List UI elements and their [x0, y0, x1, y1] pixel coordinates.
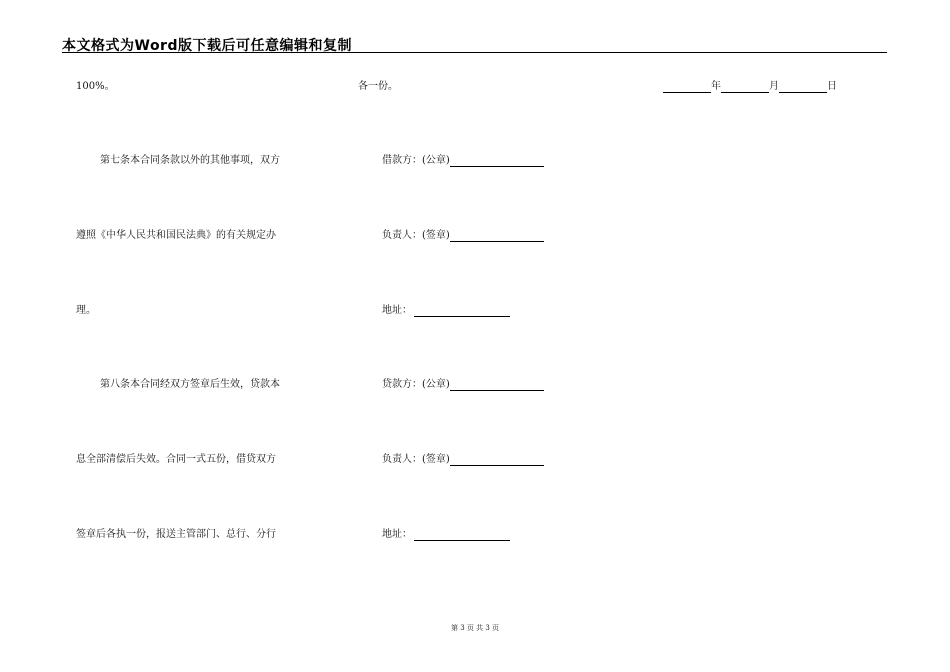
lender-signature-blank [450, 380, 544, 391]
lender-address-line [382, 529, 510, 541]
lender-rep-line [382, 454, 544, 466]
borrower-address-label: 地址： [382, 305, 412, 316]
lender-address-label: 地址： [382, 529, 412, 540]
left-line-6: 息全部清偿后失效。合同一式五份，借贷双方 [76, 454, 276, 465]
lender-rep-signature-blank [450, 455, 544, 466]
left-line-2: 第七条本合同条款以外的其他事项，双方 [100, 155, 280, 166]
borrower-seal-line [382, 155, 544, 167]
borrower-rep-signature-blank [450, 231, 544, 242]
day-label: 日 [827, 81, 837, 92]
lender-rep-label: 负责人：(签章) [382, 454, 450, 465]
left-line-1: 100%。 [76, 81, 115, 92]
month-blank [721, 82, 769, 93]
borrower-rep-line [382, 230, 544, 242]
day-blank [779, 82, 827, 93]
month-label: 月 [769, 81, 779, 92]
each-copy-text: 各一份。 [358, 81, 398, 92]
borrower-signature-blank [450, 156, 544, 167]
lender-seal-line [382, 379, 544, 391]
lender-label: 贷款方：(公章) [382, 379, 450, 390]
lender-address-blank [414, 530, 510, 541]
borrower-label: 借款方：(公章) [382, 155, 450, 166]
document-header-title: 本文格式为Word版下载后可任意编辑和复制 [62, 38, 352, 54]
header-divider [62, 52, 887, 53]
left-line-3: 遵照《中华人民共和国民法典》的有关规定办 [76, 230, 276, 241]
page-number-footer: 第 3 页 共 3 页 [450, 624, 500, 632]
borrower-address-line [382, 305, 510, 317]
left-line-5: 第八条本合同经双方签章后生效，贷款本 [100, 379, 280, 390]
year-label: 年 [711, 81, 721, 92]
date-line [663, 81, 837, 93]
borrower-rep-label: 负责人：(签章) [382, 230, 450, 241]
left-line-7: 签章后各执一份，报送主管部门、总行、分行 [76, 529, 276, 540]
borrower-address-blank [414, 306, 510, 317]
year-blank [663, 82, 711, 93]
left-line-4: 理。 [76, 305, 96, 316]
